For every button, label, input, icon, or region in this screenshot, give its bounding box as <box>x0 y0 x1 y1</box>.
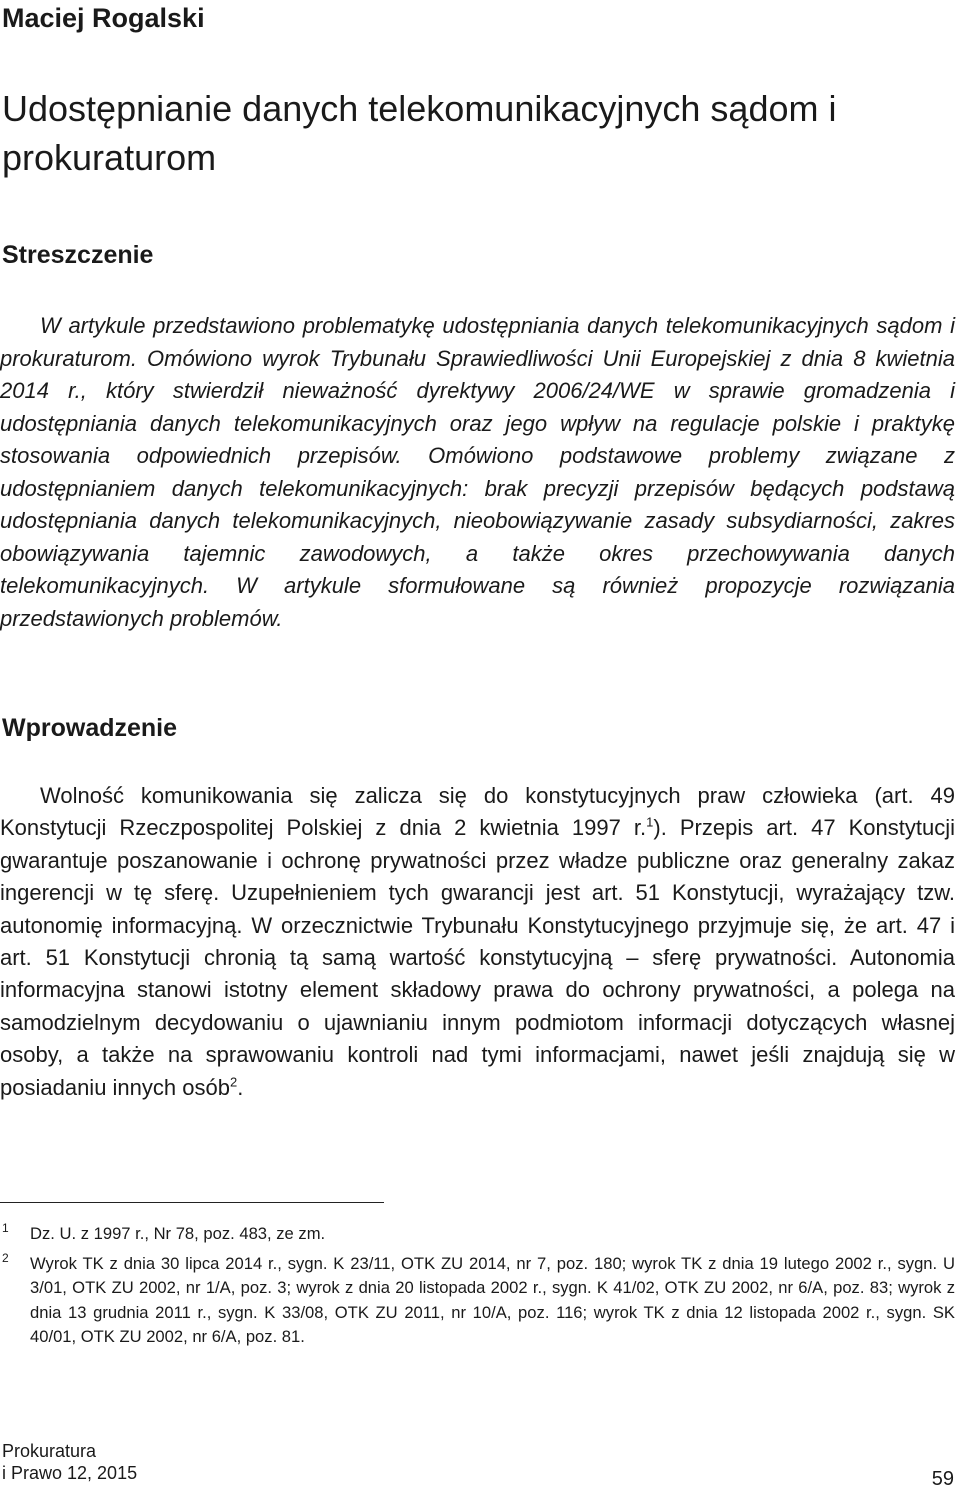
footnote-ref-1[interactable]: 1 <box>646 815 654 831</box>
article-title: Udostępnianie danych telekomunikacyjnych sądom i prokuraturom <box>2 88 837 178</box>
footnote-mark: 1 <box>2 1221 9 1235</box>
intro-text-part-1: Wolność komunikowania się zalicza się do konstytucyjnych praw człowieka (art. 49 Konstytucji Rzeczpospolitej Polskiej z dnia 2 kwietnia 1997 r. <box>0 783 955 841</box>
intro-text-part-3: . <box>237 1074 244 1100</box>
footnotes <box>0 1222 955 1349</box>
footnote-1 <box>0 1222 955 1246</box>
abstract-text: W artykule przedstawiono problematykę udostępniania danych telekomunikacyjnych sądom i prokuraturom. Omówiono wyrok Trybunału Sprawiedliwości Unii Europejskiej z dnia 8 kwietnia 2014 r., który stwierdził nieważność dyrektywy 2006/24/WE w sprawie gromadzenia i udostępniania danych telekomunikacyjnych oraz jego wpływ na regulacje polskie i praktykę stosowania odpowiednich przepisów. Omówiono podstawowe problemy związane z udostępnianiem danych telekomunikacyjnych: brak precyzji przepisów będących podstawą udostępniania danych telekomunikacyjnych, nieobowiązywanie zasady subsydiarności, zakres obowiązywania tajemnic zawodowych, a także okres przechowywania danych telekomunikacyjnych. W artykule sformułowane są również propozycje rozwiązania przedstawionych problemów. <box>0 313 955 631</box>
introduction-heading: Wprowadzenie <box>2 714 178 742</box>
page-number: 59 <box>931 1468 954 1490</box>
footnote-text: Dz. U. z 1997 r., Nr 78, poz. 483, ze zm. <box>30 1224 326 1243</box>
footnote-ref-2[interactable]: 2 <box>229 1074 238 1090</box>
intro-text-part-2: ). Przepis art. 47 Konstytucji gwarantuje poszanowanie i ochronę prywatności przez władze publiczne oraz generalny zakaz ingerencji w tę sferę. Uzupełnieniem tych gwarancji jest art. 51 Konstytucji, wyrażający tzw. autonomię informacyjną. W orzecznictwie Trybunału Konstytucyjnego przyjmuje się, że art. 47 i art. 51 Konstytucji chronią tą samą wartość konstytucyjną – sferę prywatności. Autonomia informacyjna stanowi istotny element składowy prawa do ochrony prywatności, a polega na samodzielnym decydowaniu o ujawnianiu innym podmiotom informacji dotyczących własnej osoby, a także na sprawowaniu kontroli nad tymi informacjami, nawet jeśli znajdują się w posiadaniu innych osób <box>0 815 956 1100</box>
footnote-divider <box>0 1202 384 1203</box>
journal-info <box>2 1440 137 1484</box>
author-name: Maciej Rogalski <box>2 3 205 33</box>
footnote-mark: 2 <box>2 1251 9 1266</box>
journal-name: Prokuratura <box>2 1441 97 1461</box>
introduction-paragraph <box>0 780 955 1104</box>
footnote-text: Wyrok TK z dnia 30 lipca 2014 r., sygn. K 23/11, OTK ZU 2014, nr 7, poz. 180; wyrok TK z dnia 19 lutego 2002 r., sygn. U 3/01, OTK ZU 2002, nr 1/A, poz. 3; wyrok z dnia 20 listopada 2002 r., sygn. K 41/02, OTK ZU 2002, nr 6/A, poz. 83; wyrok z dnia 13 grudnia 2011 r., sygn. K 33/08, OTK ZU 2011, nr 10/A, poz. 116; wyrok TK z dnia 12 listopada 2002 r., sygn. SK 40/01, OTK ZU 2002, nr 6/A, poz. 81. <box>30 1254 955 1346</box>
footnote-2 <box>0 1252 955 1349</box>
journal-issue: i Prawo 12, 2015 <box>2 1463 138 1483</box>
abstract-heading: Streszczenie <box>2 241 154 269</box>
